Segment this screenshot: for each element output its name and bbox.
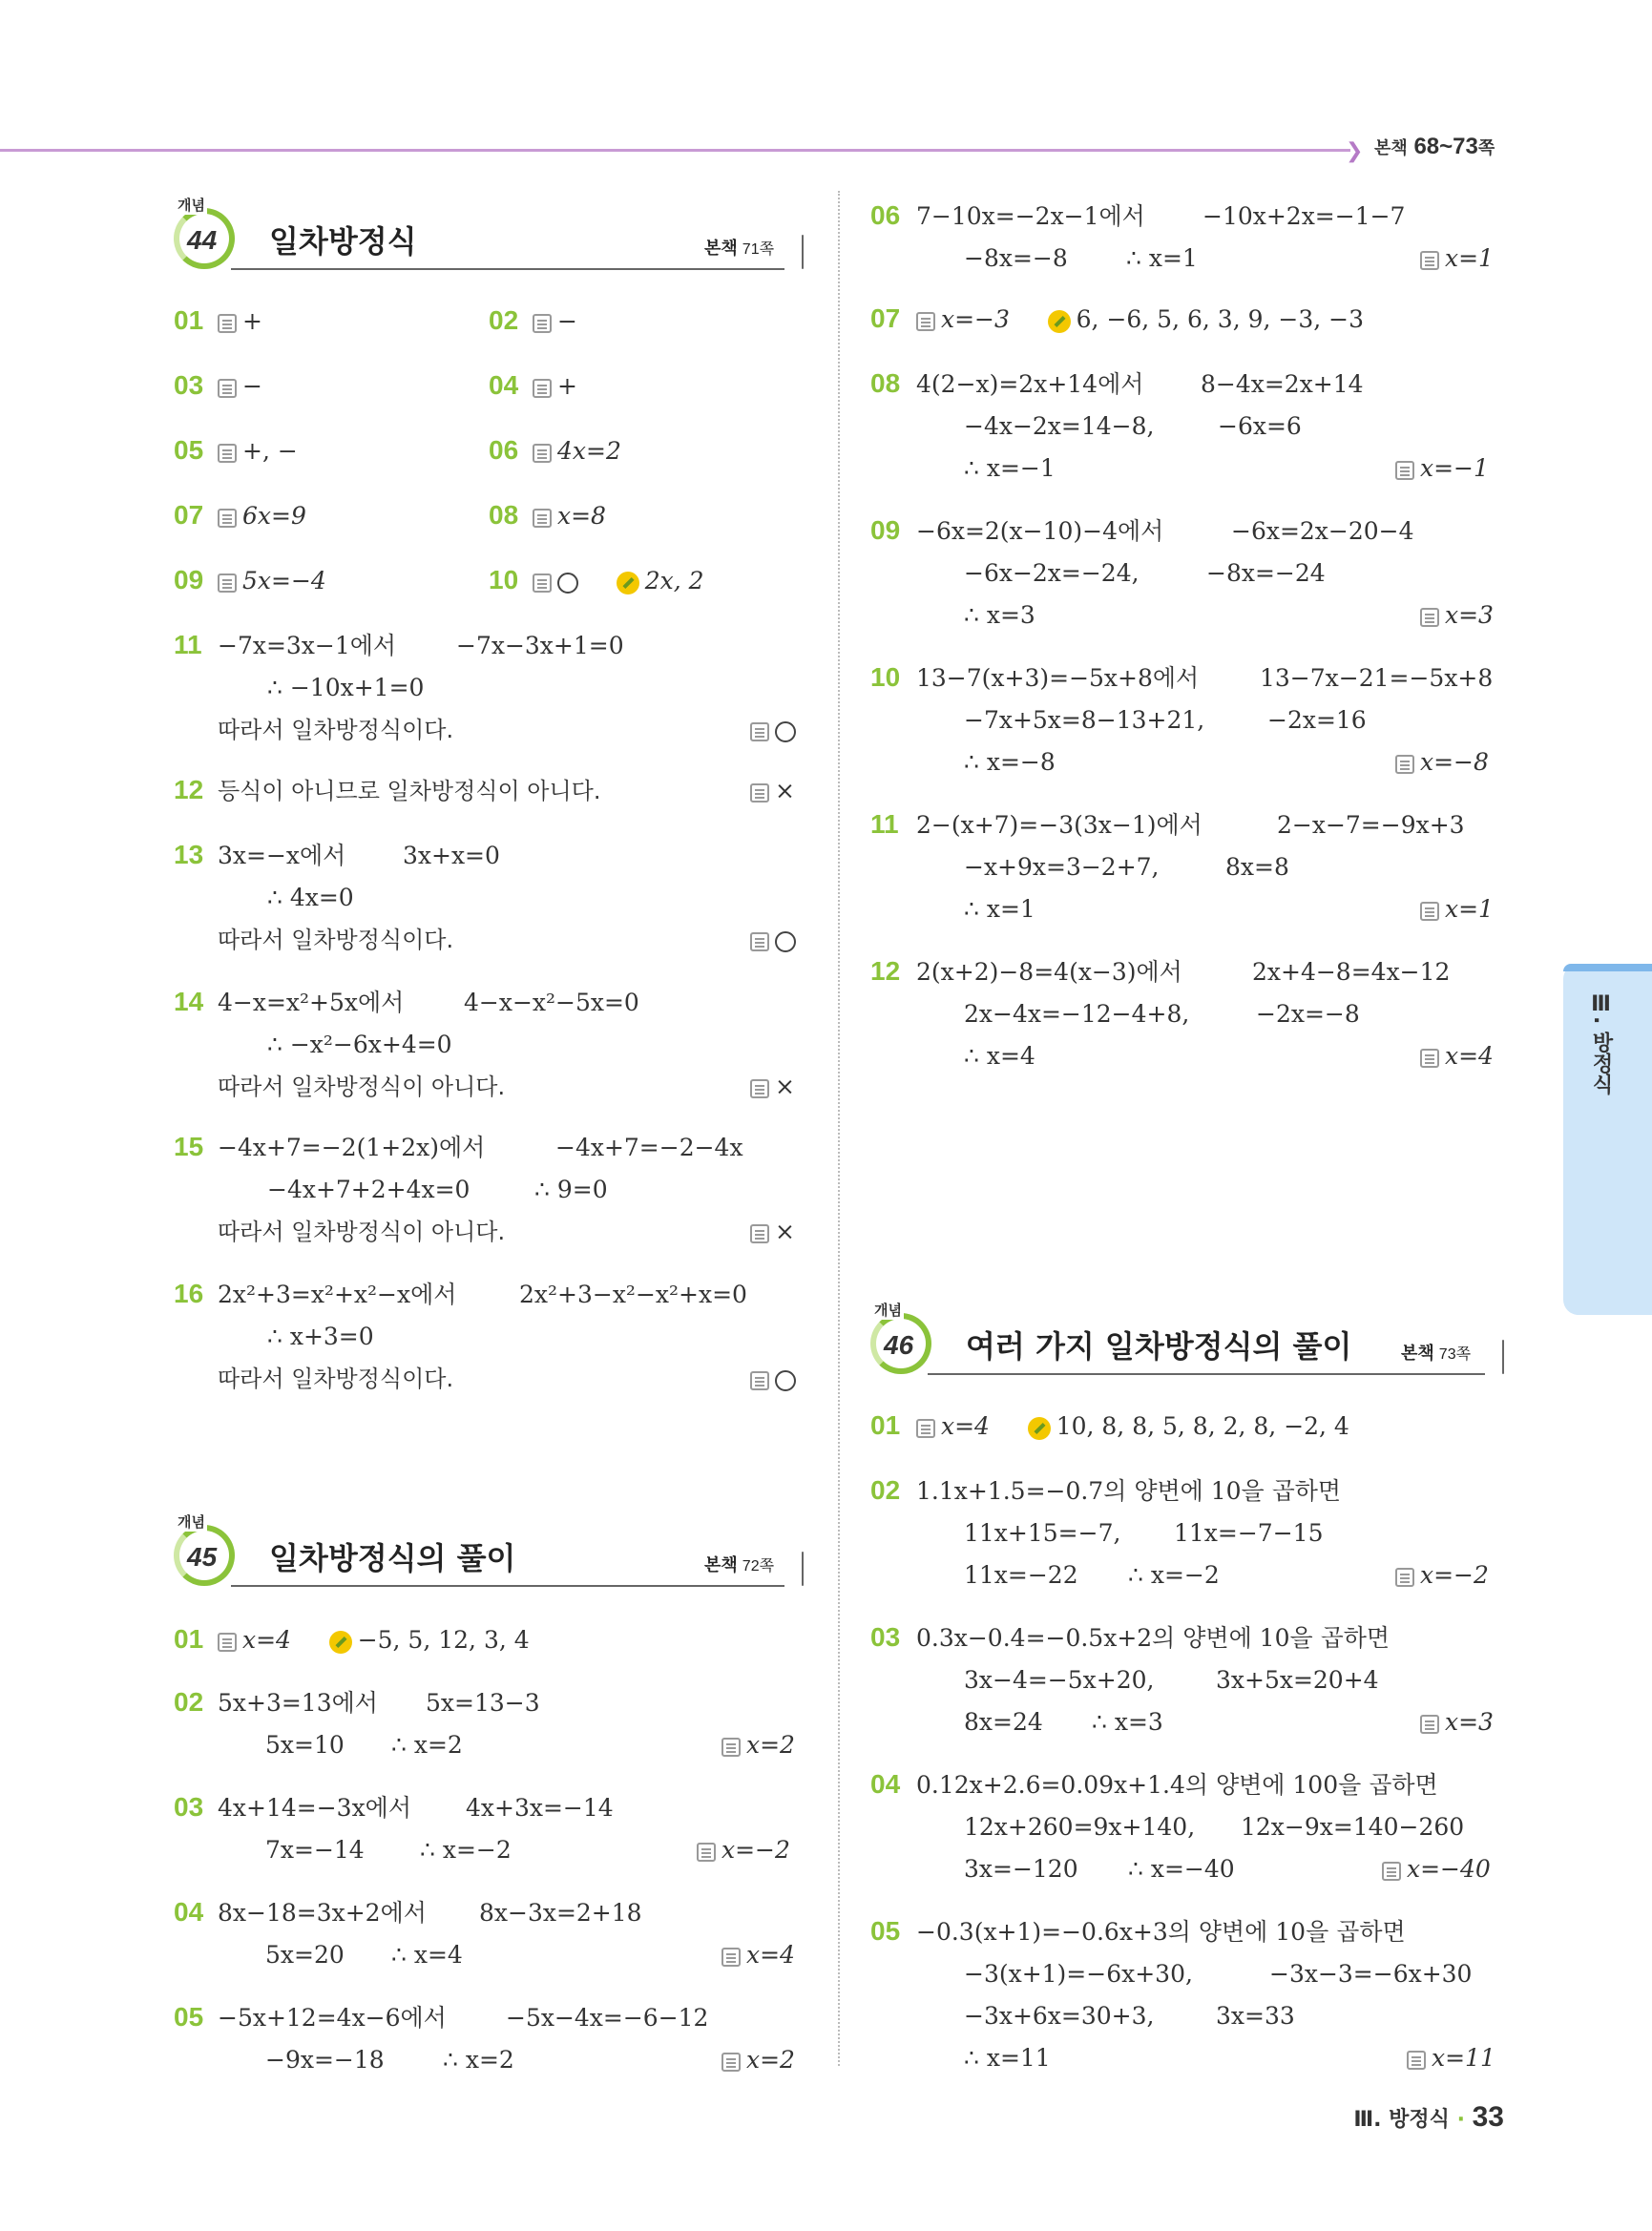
- answer-icon: [1420, 1715, 1439, 1734]
- section-header-44: 개념 44 일차방정식 본책 71쪽: [174, 197, 804, 273]
- question-number: 07: [174, 500, 204, 530]
- answer: x=−3 6, −6, 5, 6, 3, 9, −3, −3: [916, 305, 1364, 334]
- question-number: 15: [174, 1132, 204, 1161]
- answer-icon: [218, 379, 237, 398]
- answer: x=11: [1407, 2044, 1495, 2073]
- question-number: 12: [174, 775, 204, 804]
- answer-icon: [750, 783, 769, 803]
- circle-mark-icon: [557, 573, 578, 594]
- question-number: 03: [174, 370, 204, 400]
- page-number: 33: [1472, 2101, 1504, 2133]
- chapter-tab: Ⅲ. 방정식: [1563, 964, 1652, 1315]
- top-rule: [0, 149, 1350, 152]
- question-number: 05: [174, 435, 204, 465]
- question-number: 02: [174, 1687, 204, 1717]
- answer: −: [533, 307, 577, 336]
- answer-icon: [533, 573, 552, 593]
- question-number: 16: [174, 1279, 204, 1308]
- question-number: 06: [870, 200, 901, 230]
- section-ref: 본책 72쪽: [704, 1555, 775, 1574]
- answer-icon: [533, 509, 552, 528]
- answer-icon: [916, 312, 935, 331]
- question-number: 01: [174, 305, 204, 335]
- section-title: 일차방정식: [269, 223, 417, 260]
- answer-icon: [721, 2053, 741, 2072]
- answer: x=−8: [1395, 748, 1489, 777]
- answer-icon: [218, 573, 237, 593]
- question-number: 13: [174, 840, 204, 869]
- answer-icon: [1420, 902, 1439, 921]
- section-ref: 본책 71쪽: [704, 239, 775, 258]
- answer-icon: [1395, 1568, 1414, 1587]
- question-number: 11: [174, 630, 202, 659]
- answer-icon: [218, 1633, 237, 1652]
- question-number: 09: [174, 565, 204, 594]
- section-header-46: 개념 46 여러 가지 일차방정식의 풀이 본책 73쪽: [870, 1302, 1504, 1378]
- question-number: 06: [489, 435, 519, 465]
- question-number: 05: [870, 1916, 901, 1946]
- answer: [750, 926, 796, 954]
- answer: 4x=2: [533, 437, 621, 466]
- question-number: 02: [489, 305, 519, 335]
- answer-icon: [1395, 461, 1414, 480]
- answer-icon: [1395, 755, 1414, 774]
- answer: 5x=−4: [218, 567, 326, 595]
- answer-icon: [533, 379, 552, 398]
- question-number: 14: [174, 987, 204, 1016]
- answer: x=3: [1420, 601, 1494, 630]
- answer-icon: [750, 1224, 769, 1243]
- question-number: 08: [489, 500, 519, 530]
- answer: ×: [750, 1218, 795, 1246]
- answer: x=−2: [697, 1836, 790, 1865]
- answer-icon: [218, 444, 237, 463]
- answer-icon: [533, 444, 552, 463]
- question-number: 12: [870, 956, 901, 986]
- answer: 2x, 2: [533, 567, 704, 595]
- answer: x=3: [1420, 1708, 1494, 1737]
- pencil-icon: [1048, 310, 1071, 333]
- answer: ×: [750, 1073, 795, 1101]
- page-reference: 본책 68~73쪽: [1374, 134, 1495, 159]
- answer: x=4: [721, 1941, 795, 1970]
- question-number: 05: [174, 2002, 204, 2032]
- answer-icon: [750, 932, 769, 951]
- answer: 6x=9: [218, 502, 306, 531]
- question-number: 10: [489, 565, 519, 594]
- answer-icon: [697, 1843, 716, 1862]
- chevron-right-icon: ❯: [1346, 139, 1364, 163]
- question-number: 03: [174, 1792, 204, 1822]
- answer-icon: [218, 314, 237, 333]
- answer-icon: [1407, 2051, 1426, 2070]
- circle-mark-icon: [775, 721, 796, 742]
- question-number: 09: [870, 515, 901, 545]
- pencil-icon: [1028, 1417, 1051, 1440]
- answer-icon: [750, 1079, 769, 1098]
- answer: x=2: [721, 1731, 795, 1760]
- circle-mark-icon: [775, 1370, 796, 1391]
- question-number: 01: [174, 1624, 204, 1654]
- page-footer: Ⅲ. 방정식 · 33: [1353, 2101, 1504, 2133]
- answer: +: [218, 307, 262, 336]
- circle-mark-icon: [775, 931, 796, 952]
- answer-icon: [721, 1948, 741, 1967]
- answer: −: [218, 372, 262, 401]
- answer-icon: [218, 509, 237, 528]
- question-number: 10: [870, 662, 901, 692]
- answer: [750, 1365, 796, 1393]
- answer: x=−2: [1395, 1561, 1489, 1590]
- answer: [750, 716, 796, 744]
- question-number: 07: [870, 303, 901, 333]
- answer: x=−40: [1382, 1855, 1491, 1884]
- answer: x=4: [1420, 1042, 1494, 1071]
- answer-icon: [1420, 1049, 1439, 1068]
- section-ref: 본책 73쪽: [1401, 1344, 1472, 1363]
- pencil-icon: [329, 1631, 352, 1654]
- answer: x=2: [721, 2046, 795, 2075]
- answer: x=1: [1420, 244, 1494, 273]
- question-number: 02: [870, 1475, 901, 1505]
- answer-icon: [750, 722, 769, 741]
- answer: x=8: [533, 502, 606, 531]
- question-number: 04: [489, 370, 519, 400]
- section-title: 여러 가지 일차방정식의 풀이: [966, 1328, 1352, 1365]
- question-number: 08: [870, 368, 901, 398]
- answer-icon: [1420, 251, 1439, 270]
- answer: +: [533, 372, 577, 401]
- answer-icon: [721, 1738, 741, 1757]
- answer-icon: [916, 1419, 935, 1438]
- question-number: 04: [174, 1897, 204, 1927]
- question-number: 03: [870, 1622, 901, 1652]
- question-number: 11: [870, 809, 899, 839]
- answer: ×: [750, 777, 795, 805]
- section-header-45: 개념 45 일차방정식의 풀이 본책 72쪽: [174, 1513, 804, 1590]
- answer: +, −: [218, 437, 298, 466]
- answer-icon: [1420, 608, 1439, 627]
- question-number: 01: [870, 1410, 901, 1440]
- answer-icon: [1382, 1862, 1401, 1881]
- answer: x=4 −5, 5, 12, 3, 4: [218, 1626, 530, 1655]
- section-title: 일차방정식의 풀이: [269, 1540, 516, 1576]
- answer: x=−1: [1395, 454, 1489, 483]
- column-divider: [838, 191, 840, 2066]
- answer: x=4 10, 8, 8, 5, 8, 2, 8, −2, 4: [916, 1412, 1349, 1441]
- answer: x=1: [1420, 895, 1494, 924]
- answer-icon: [750, 1371, 769, 1390]
- question-number: 04: [870, 1769, 901, 1799]
- answer-icon: [533, 314, 552, 333]
- pencil-icon: [617, 572, 639, 594]
